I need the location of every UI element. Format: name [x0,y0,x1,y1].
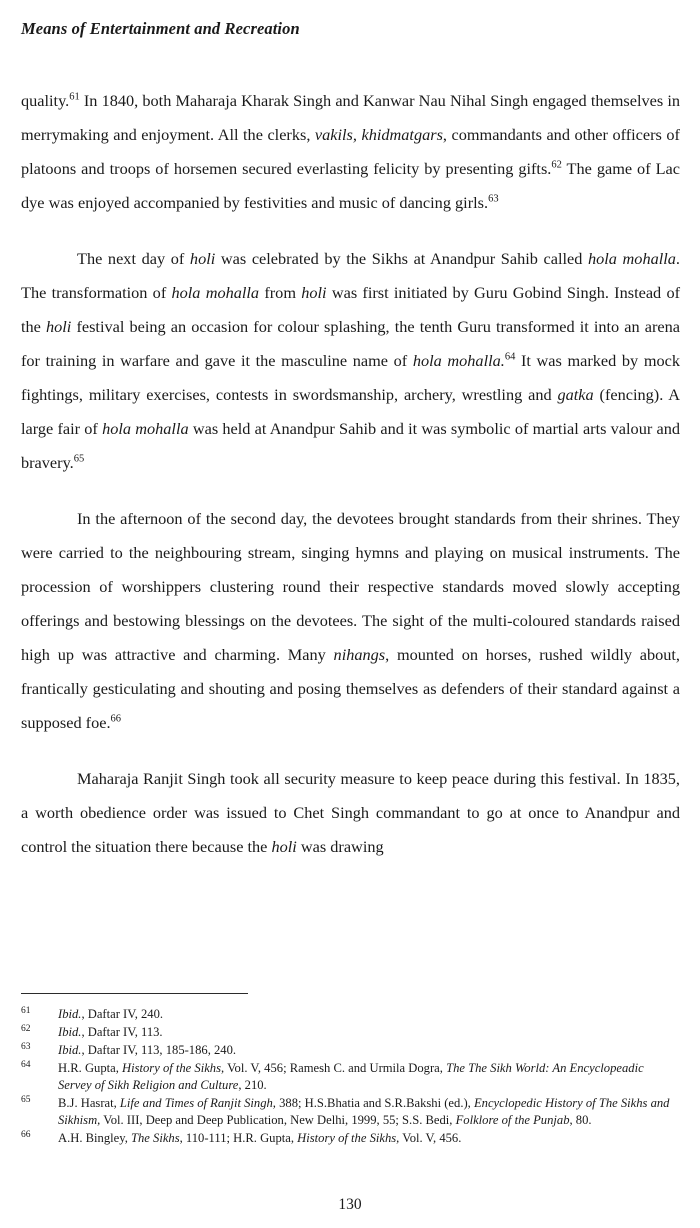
text-run: , Daftar IV, 240. [81,1007,164,1021]
italic-text: gatka [557,385,594,404]
footnote-reference: 64 [504,351,516,363]
footnote-entry [21,1060,680,1095]
page-number: 130 [338,1196,362,1213]
text-run: , 110-111; H.R. Gupta, [179,1131,298,1146]
italic-text: History of the Sikhs, [122,1060,225,1075]
footnote-number: 62 [21,1023,31,1034]
body-text-column [21,84,680,864]
text-run: The next day of [77,249,190,268]
footnote-number: 65 [21,1095,31,1106]
italic-text: Encyclopedic History of The Sikhs and Sikhism, [58,1096,670,1128]
footnote-entry [21,1042,680,1059]
italic-text: holi [301,283,327,302]
text-run: , mounted on horses, rushed wildly about, frantically gesticulating and shouting and posing themselves as defenders of their standard against a supposed foe. [21,645,680,732]
footnote-entry [21,1024,680,1041]
footnote-entry [21,1130,680,1147]
footnote-reference: 62 [551,159,562,171]
text-run: H.R. Gupta, [58,1060,123,1075]
text-run: Vol. V, 456; Ramesh C. and Urmila Dogra, [224,1060,447,1075]
italic-text: The Sikhs [131,1131,180,1146]
italic-text: holi [189,249,216,268]
paragraph [21,762,680,864]
italic-text: Folklore of the Punjab [455,1113,570,1128]
footnote-number: 61 [21,1006,31,1016]
text-run: from [259,283,302,302]
text-run: In the afternoon of the second day, the devotees brought standards from their shrines. They were carried to the neighbouring stream, singing hymns and playing on musical instruments. The procession of worshippers clustering round their respective standards moved slowly accepting offerings and bestowing blessings on the devotees. The sight of the multi-coloured standards raised high up was attractive and charming. Many [21,509,680,664]
footnote-list [21,1006,680,1148]
footnote-number: 63 [21,1041,31,1052]
paragraph [21,502,680,740]
text-run: Vol. V, 456. [399,1131,462,1146]
text-run: festival being an occasion for colour splashing, the tenth Guru transformed it into an arena for training in warfare and gave it the masculine name of [21,317,680,370]
text-run: , 210. [238,1078,267,1093]
footnote-number: 64 [21,1059,31,1070]
footnote-text [58,1024,680,1041]
text-run: was held at Anandpur Sahib and it was symbolic of martial arts valour and bravery. [21,419,680,472]
text-run: Vol. III, Deep and Deep Publication, New Delhi, 1999, 55; S.S. Bedi, [100,1113,456,1128]
text-run: , Daftar IV, 113. [81,1024,163,1039]
text-run: , Daftar IV, 113, 185-186, 240. [81,1042,237,1057]
text-run: was first initiated by Guru Gobind Singh. Instead of the [21,283,681,336]
footnote-reference: 65 [73,453,85,465]
footnote-text [58,1095,680,1130]
paragraph [21,84,680,220]
text-run: was celebrated by the Sikhs at Anandpur Sahib called [215,249,588,268]
running-head: Means of Entertainment and Recreation [21,19,300,38]
text-run: was drawing [296,837,384,856]
footnote-reference: 63 [488,193,499,205]
italic-text: hola mohalla. [412,351,505,370]
italic-text: holi [46,317,72,336]
italic-text: Ibid. [58,1024,82,1039]
footnote-separator-rule [21,993,248,994]
text-run: It was marked by mock fightings, military exercises, contests in swordsmanship, archery, wrestling and [21,351,680,404]
italic-text: The The Sikh World: An Encyclopeadic Servey of Sikh Religion and Culture [58,1060,644,1093]
text-run: 388; H.S.Bhatia and S.R.Bakshi (ed.), [275,1096,474,1111]
footnote-reference: 66 [110,713,122,725]
footnote-reference: 61 [69,91,80,103]
italic-text: nihangs [333,645,386,664]
text-run: quality. [21,91,70,110]
italic-text: Ibid. [58,1042,82,1057]
text-run: , commandants and other officers of platoons and troops of horsemen secured everlasting felicity by presenting gifts. [21,125,680,178]
text-run: . The transformation of [21,249,680,302]
footnote-text [58,1130,680,1147]
text-run: B.J. Hasrat, [58,1096,120,1111]
footnote-text [58,1006,680,1023]
footnote-text [58,1042,680,1059]
italic-text: hola mohalla [171,283,260,302]
footnote-entry [21,1095,680,1130]
footnote-number: 66 [21,1130,31,1141]
text-run: , 80. [569,1113,592,1128]
italic-text: vakils, khidmatgars [314,125,443,144]
italic-text: hola mohalla [587,249,676,268]
italic-text: Ibid. [58,1007,82,1021]
text-run: The game of Lac dye was enjoyed accompanied by festivities and music of dancing girls. [21,159,680,212]
text-run: In 1840, both Maharaja Kharak Singh and Kanwar Nau Nihal Singh engaged themselves in merrymaking and enjoyment. All the clerks, [21,91,680,144]
italic-text: History of the Sikhs, [297,1131,400,1146]
italic-text: Life and Times of Ranjit Singh, [119,1096,276,1111]
footnote-entry [21,1006,680,1023]
text-run: A.H. Bingley, [58,1131,131,1146]
italic-text: holi [271,837,297,856]
text-run: (fencing). A large fair of [21,385,680,438]
text-run: Maharaja Ranjit Singh took all security measure to keep peace during this festival. In 1835, a worth obedience order was issued to Chet Singh commandant to go at once to Anandpur and control the situation there because the [21,769,680,856]
italic-text: hola mohalla [102,419,189,438]
footnote-text [58,1060,680,1095]
paragraph [21,242,680,480]
